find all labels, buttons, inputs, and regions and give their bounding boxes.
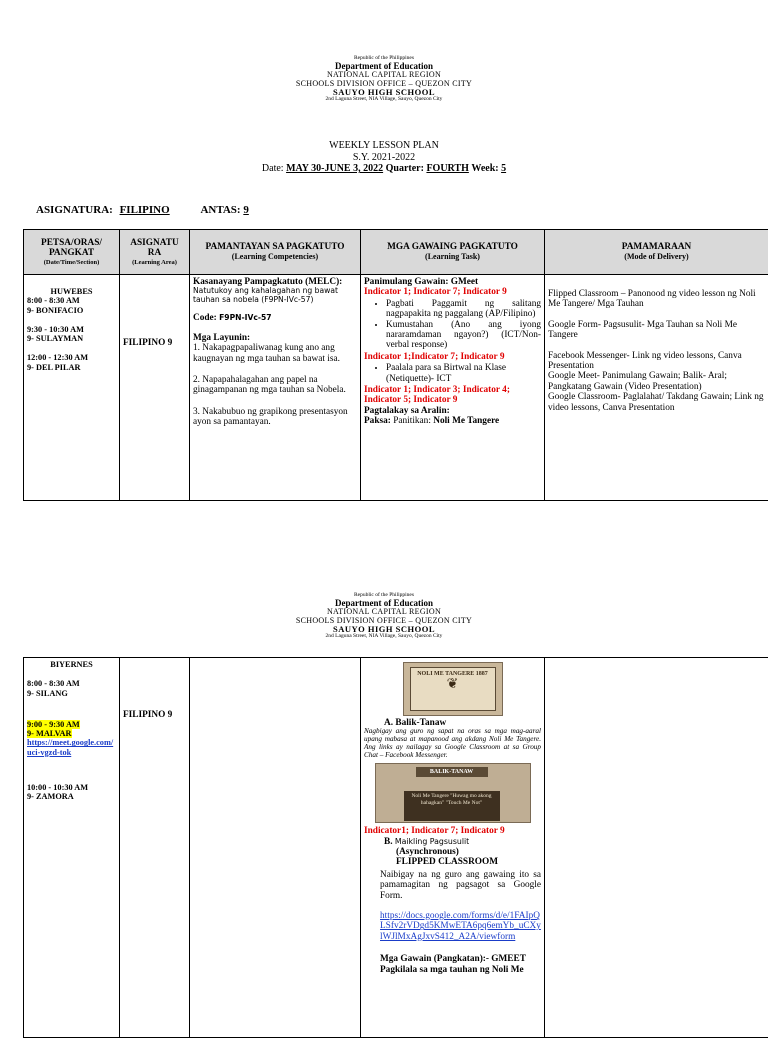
butterfly-icon: ❦ (411, 678, 495, 692)
image-title: BALIK-TANAW (416, 767, 488, 777)
area-cell (120, 658, 190, 1038)
tasks-cell (361, 275, 545, 501)
mode-cell (545, 275, 768, 501)
competencies-cell (190, 275, 361, 501)
learning-area: FILIPINO 9 (123, 710, 186, 720)
gawain-title: Mga Gawain (Pangkatan):- GMEET (380, 954, 541, 964)
subject-label: ASIGNATURA: (36, 204, 113, 216)
google-form-link[interactable]: https://docs.google.com/forms/d/e/1FAIpQLSfv2rVDgd5KMwETA6pq6emYb_uCXylWJlMxAgJxvS412_A2A/viewform (380, 911, 541, 942)
republic-text: Republic of the Philippines (0, 593, 768, 599)
region-text: NATIONAL CAPITAL REGION (0, 71, 768, 79)
layunin-label: Mga Layunin: (193, 333, 357, 343)
image-text: Noli Me Tangere "Huwag mo akong hahagkan" "Touch Me Not" (404, 791, 500, 821)
lesson-plan-table-2 (23, 657, 768, 1038)
school-name: SAUYO HIGH SCHOOL (0, 88, 768, 97)
week-label: Week: (471, 163, 498, 174)
school-address: 2nd Laguna Street, NIA Village, Sauyo, Quezon City (0, 634, 768, 640)
mode-cell (545, 658, 768, 1038)
region-text: NATIONAL CAPITAL REGION (0, 608, 768, 616)
list-item: • Paalala para sa Birtwal na Klase (Netiquette)- ICT (386, 363, 541, 384)
mode-item: Google Form- Pagsusulit- Mga Tauhan sa Noli Me Tangere (548, 320, 765, 341)
mode-item: Google Classroom- Paglalahat/ Takdang Gawain; Link ng video lessons, Canva Presentation (548, 392, 765, 413)
division-text: SCHOOLS DIVISION OFFICE – QUEZON CITY (0, 80, 768, 88)
async-label: (Asynchronous) (396, 847, 541, 857)
area-cell (120, 275, 190, 501)
slot-section: 9- ZAMORA (27, 792, 116, 801)
title-line1: WEEKLY LESSON PLAN (0, 140, 768, 152)
slot-section: 9- BONIFACIO (27, 306, 116, 315)
header-mode: PAMAMARAAN (Mode of Delivery) (545, 230, 768, 275)
school-address: 2nd Laguna Street, NIA Village, Sauyo, Quezon City (0, 97, 768, 103)
division-text: SCHOOLS DIVISION OFFICE – QUEZON CITY (0, 617, 768, 625)
layunin-item: 3. Nakabubuo ng grapikong presentasyon ayon sa pamantayan. (193, 407, 357, 428)
header-competencies: PAMANTAYAN SA PAGKATUTO (Learning Competencies) (190, 230, 361, 275)
date-label: Date: (262, 163, 284, 174)
schedule-cell (24, 275, 120, 501)
list-item: • Kumustahan (Ano ang iyong nararamdaman ngayon?) (ICT/Non- verbal response) (386, 320, 541, 351)
plan-title (0, 140, 768, 175)
melc-label: Kasanayang Pampagkatuto (MELC): (193, 277, 357, 287)
layunin-item: 1. Nakapagpapaliwanag kung ano ang kaugnayan ng mga tauhan sa bawat isa. (193, 343, 357, 364)
republic-text: Republic of the Philippines (0, 56, 768, 62)
paksa-label: Paksa: (364, 416, 391, 426)
mode-item: Google Meet- Panimulang Gawain; Balik- Aral; Pangkatang Gawain (Video Presentation) (548, 371, 765, 392)
flipped-label: FLIPPED CLASSROOM (396, 857, 541, 867)
day-label: HUWEBES (27, 287, 116, 296)
subject-value: FILIPINO (120, 204, 170, 216)
paksa-text: Panitikan: (393, 416, 431, 426)
slot-section: 9- DEL PILAR (27, 363, 116, 372)
indicator-text: Indicator 1; Indicator 7; Indicator 9 (364, 287, 541, 297)
layunin-item: 2. Napapahalagahan ang papel na ginagampanan ng mga tauhan sa Nobela. (193, 375, 357, 396)
section-b-text: Naibigay na ng guro ang gawaing ito sa pamamagitan ng pagsagot sa Google Form. (380, 870, 541, 901)
slot-time: 9:30 - 10:30 AM (27, 325, 116, 334)
slot-time: 8:00 - 8:30 AM (27, 679, 116, 688)
competencies-cell (190, 658, 361, 1038)
list-item: • Pagbati Paggamit ng salitang nagpapakita ng paggalang (AP/Filipino) (386, 299, 541, 320)
tasks-cell (361, 658, 545, 1038)
header-area: ASIGNATU RA (Learning Area) (120, 230, 190, 275)
balik-tanaw-title: Balik-Tanaw (395, 718, 446, 728)
quarter-label: Quarter: (386, 163, 424, 174)
department-text: Department of Education (0, 599, 768, 608)
section-b-title: Maikling Pagsusulit (395, 837, 469, 846)
slot-section: 9- SULAYMAN (27, 334, 116, 343)
section-a-label: A. (384, 718, 393, 728)
slot-time: 8:00 - 8:30 AM (27, 296, 116, 305)
school-name: SAUYO HIGH SCHOOL (0, 625, 768, 634)
mode-item: Flipped Classroom – Panonood ng video lesson ng Noli Me Tangere/ Mga Tauhan (548, 289, 765, 310)
lesson-plan-table-1 (23, 229, 768, 501)
meet-link[interactable]: https://meet.google.com/uci-vgzd-tok (27, 738, 116, 757)
day-label: BIYERNES (27, 660, 116, 669)
header-date: PETSA/ORAS/ PANGKAT (Date/Time/Section) (24, 230, 120, 275)
pagtalakay-label: Pagtalakay sa Aralin: (364, 406, 541, 416)
date-line (0, 163, 768, 175)
slot-time-highlight: 9:00 - 9:30 AM (27, 720, 80, 729)
table-row (24, 658, 768, 1038)
gawain-text: Pagkilala sa mga tauhan ng Noli Me (380, 965, 541, 975)
slot-time: 10:00 - 10:30 AM (27, 783, 116, 792)
subject-line (36, 204, 249, 216)
page-1-header (0, 56, 768, 103)
slot-section-highlight: 9- MALVAR (27, 729, 72, 738)
melc-text: Natutukoy ang kahalagahan ng bawat tauhan sa nobela (F9PN-IVc-57) (193, 287, 357, 304)
mode-item: Facebook Messenger- Link ng video lessons, Canva Presentation (548, 351, 765, 372)
paksa-value: Noli Me Tangere (433, 416, 499, 426)
title-line2: S.Y. 2021-2022 (0, 152, 768, 164)
page-2-header (0, 593, 768, 640)
section-b-label: B. (384, 837, 393, 847)
task-title: Panimulang Gawain: GMeet (364, 277, 541, 287)
learning-area: FILIPINO 9 (123, 338, 186, 348)
balik-tanaw-text: Nagbigay ang guro ng sapat na oras sa mga mag-aaral upang mabasa at mapanood ang akdang Noli Me Tangere. Ang links ay nailagay sa Google Classroom at sa Group Chat – Facebook Messenger. (364, 728, 541, 760)
header-tasks: MGA GAWAING PAGKATUTO (Learning Task) (361, 230, 545, 275)
week-value: 5 (501, 163, 506, 174)
date-value: MAY 30-JUNE 3, 2022 (286, 163, 383, 174)
noli-me-tangere-image (403, 662, 503, 716)
slot-time: 12:00 - 12:30 AM (27, 353, 116, 362)
quarter-value: FOURTH (426, 163, 468, 174)
indicator-text: Indicator 1; Indicator 3; Indicator 4; Indicator 5; Indicator 9 (364, 385, 541, 406)
slot-section: 9- SILANG (27, 689, 116, 698)
schedule-cell (24, 658, 120, 1038)
table-header-row (24, 230, 768, 275)
indicator-text: Indicator 1;Indicator 7; Indicator 9 (364, 352, 541, 362)
image-caption: NOLI ME TANGERE 1887 (411, 671, 495, 678)
table-row (24, 275, 768, 501)
indicator-text: Indicator1; Indicator 7; Indicator 9 (364, 826, 541, 836)
grade-label: ANTAS: (200, 204, 240, 216)
balik-tanaw-image (375, 763, 531, 823)
code-value: F9PN-IVc-57 (219, 313, 271, 322)
grade-value: 9 (243, 204, 249, 216)
department-text: Department of Education (0, 62, 768, 71)
code-label: Code: (193, 313, 217, 323)
